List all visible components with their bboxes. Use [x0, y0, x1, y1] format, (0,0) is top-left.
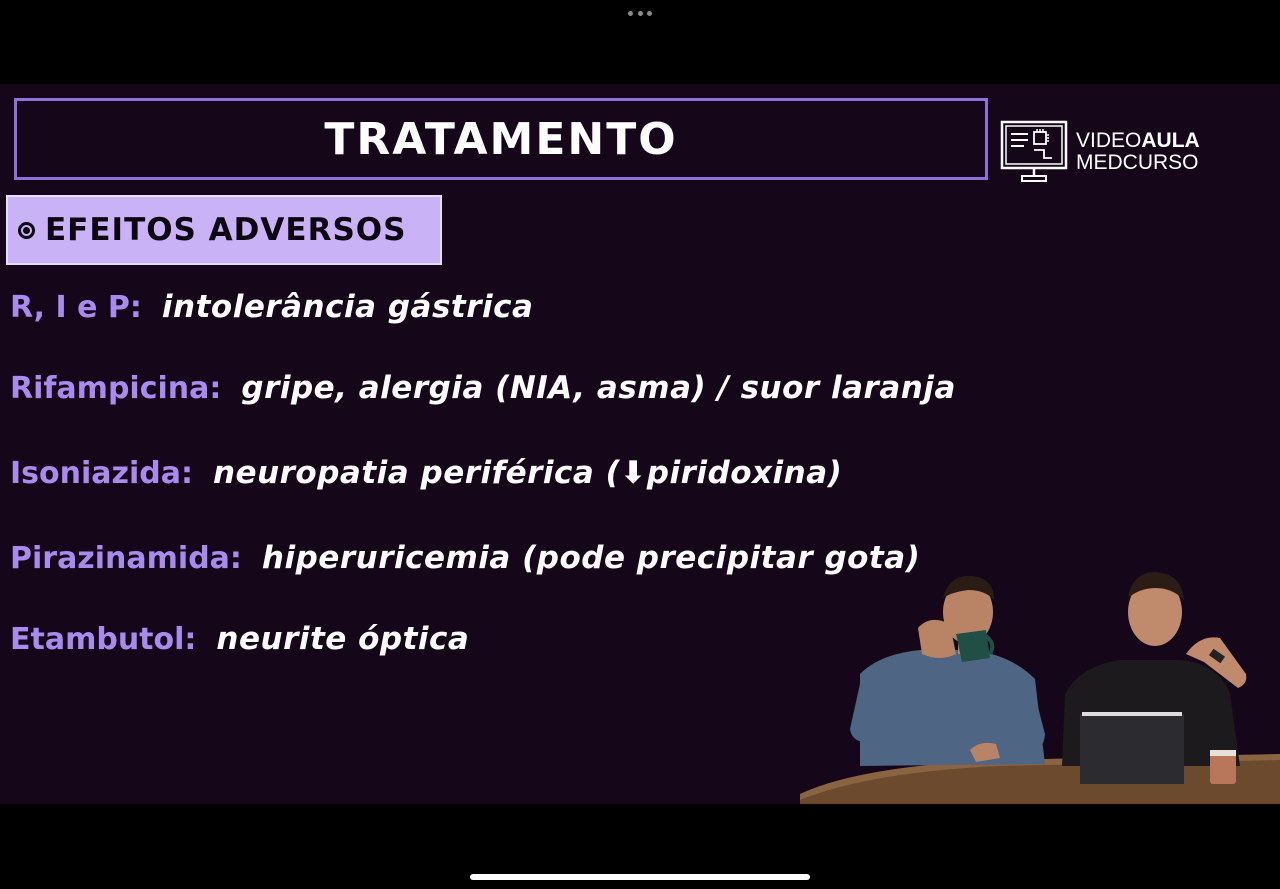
- adverse-effect-row: [10, 370, 956, 406]
- presenter-left: [850, 576, 1045, 766]
- effect-text: hiperuricemia (pode precipitar gota): [261, 540, 921, 576]
- effect-text: intolerância gástrica: [161, 289, 534, 325]
- monitor-logo-icon: [1000, 120, 1068, 184]
- home-indicator-bar[interactable]: [470, 874, 810, 880]
- presenter-right: [1062, 572, 1246, 784]
- effect-text: gripe, alergia (NIA, asma) / suor laranja: [241, 370, 956, 406]
- section-subtitle: EFEITOS ADVERSOS: [45, 212, 407, 248]
- logo-word-aula: AULA: [1141, 129, 1200, 152]
- drug-label: Etambutol:: [10, 622, 197, 657]
- drug-label: R, I e P:: [10, 290, 142, 325]
- radio-bullet-icon: [18, 222, 35, 239]
- logo-word-medcurso: MEDCURSO: [1076, 151, 1199, 174]
- drug-label: Pirazinamida:: [10, 541, 242, 576]
- drug-label: Rifampicina:: [10, 371, 222, 406]
- presenters-video-overlay: [800, 554, 1280, 804]
- more-dots-icon[interactable]: [628, 10, 652, 16]
- slide-title-box: [14, 98, 988, 180]
- drug-label: Isoniazida:: [10, 456, 193, 491]
- effect-text: neuropatia periférica (⬇piridoxina): [212, 455, 843, 491]
- slide-title: TRATAMENTO: [324, 113, 678, 165]
- adverse-effect-row: [10, 289, 533, 325]
- adverse-effect-row: [10, 621, 469, 657]
- brand-logo-text: [1076, 130, 1200, 174]
- brand-logo: [1000, 120, 1200, 184]
- effect-text: neurite óptica: [216, 621, 470, 657]
- lecture-slide: [0, 84, 1280, 804]
- section-subtitle-box: [6, 195, 442, 265]
- logo-word-video: VIDEO: [1076, 129, 1142, 152]
- adverse-effect-row: [10, 455, 842, 491]
- adverse-effect-row: [10, 540, 920, 576]
